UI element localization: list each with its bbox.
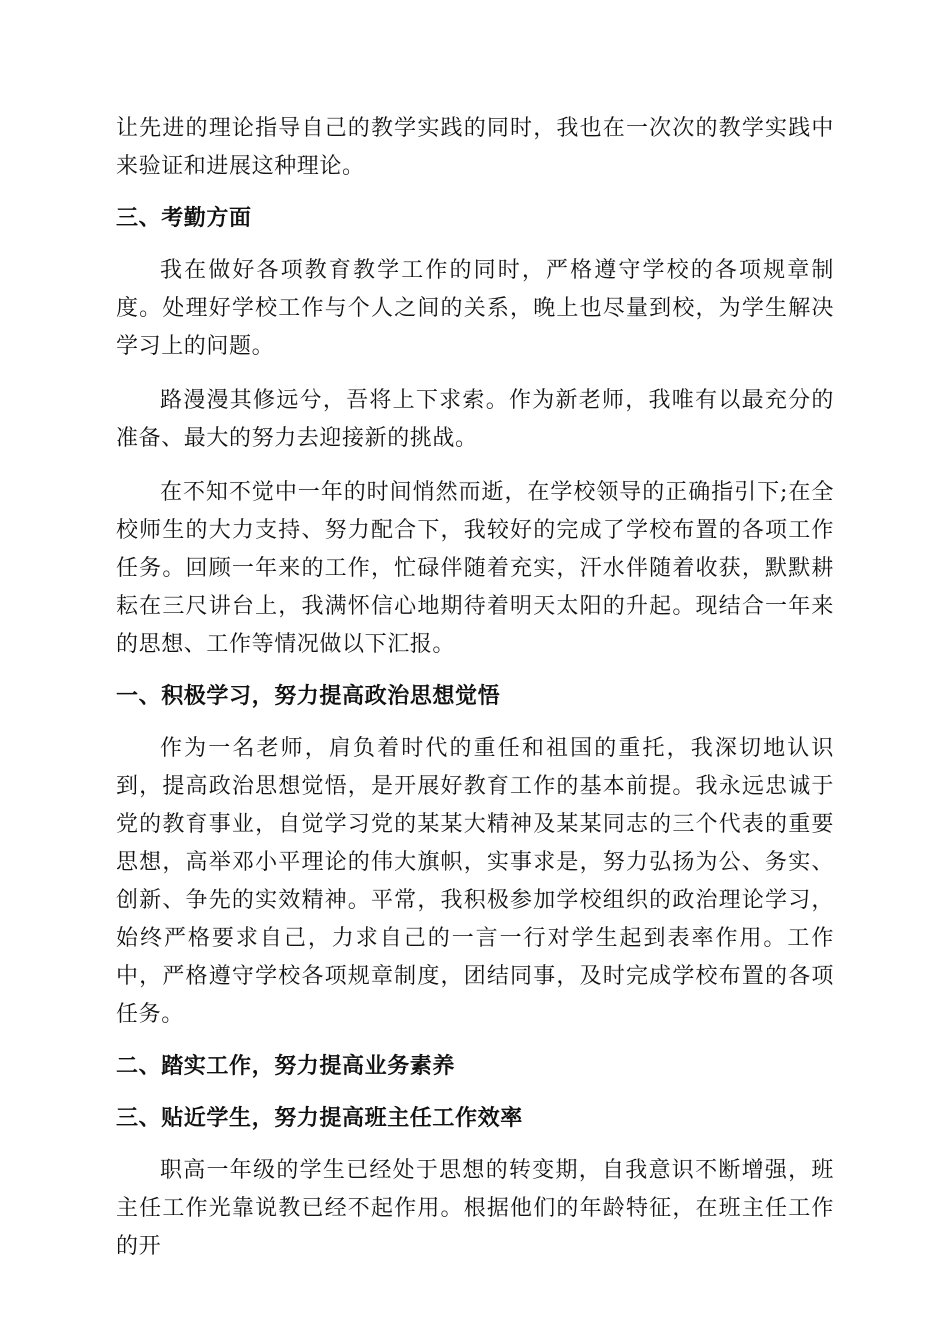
paragraph: 让先进的理论指导自己的教学实践的同时，我也在一次次的教学实践中来验证和进展这种理论。 — [116, 116, 834, 179]
section-heading: 三、贴近学生，努力提高班主任工作效率 — [116, 1106, 523, 1131]
section-heading: 二、踏实工作，努力提高业务素养 — [116, 1054, 456, 1079]
paragraph: 职高一年级的学生已经处于思想的转变期，自我意识不断增强，班主任工作光靠说教已经不起作用。根据他们的年龄特征，在班主任工作的开 — [116, 1158, 834, 1259]
document-body — [116, 110, 834, 1266]
section-heading: 三、考勤方面 — [116, 206, 252, 231]
paragraph: 作为一名老师，肩负着时代的重任和祖国的重托，我深切地认识到，提高政治思想觉悟，是开展好教育工作的基本前提。我永远忠诚于党的教育事业，自觉学习党的某某大精神及某某同志的三个代表的重要思想，高举邓小平理论的伟大旗帜，实事求是，努力弘扬为公、务实、创新、争先的实效精神。平常，我积极参加学校组织的政治理论学习，始终严格要求自己，力求自己的一言一行对学生起到表率作用。工作中，严格遵守学校各项规章制度，团结同事，及时完成学校布置的各项任务。 — [116, 736, 834, 1027]
paragraph: 路漫漫其修远兮，吾将上下求索。作为新老师，我唯有以最充分的准备、最大的努力去迎接新的挑战。 — [116, 388, 834, 451]
paragraph: 在不知不觉中一年的时间悄然而逝，在学校领导的正确指引下;在全校师生的大力支持、努力配合下，我较好的完成了学校布置的各项工作任务。回顾一年来的工作，忙碌伴随着充实，汗水伴随着收获，默默耕耘在三尺讲台上，我满怀信心地期待着明天太阳的升起。现结合一年来的思想、工作等情况做以下汇报。 — [116, 480, 834, 657]
section-heading: 一、积极学习，努力提高政治思想觉悟 — [116, 684, 501, 709]
paragraph: 我在做好各项教育教学工作的同时，严格遵守学校的各项规章制度。处理好学校工作与个人之间的关系，晚上也尽量到校，为学生解决学习上的问题。 — [116, 258, 834, 359]
